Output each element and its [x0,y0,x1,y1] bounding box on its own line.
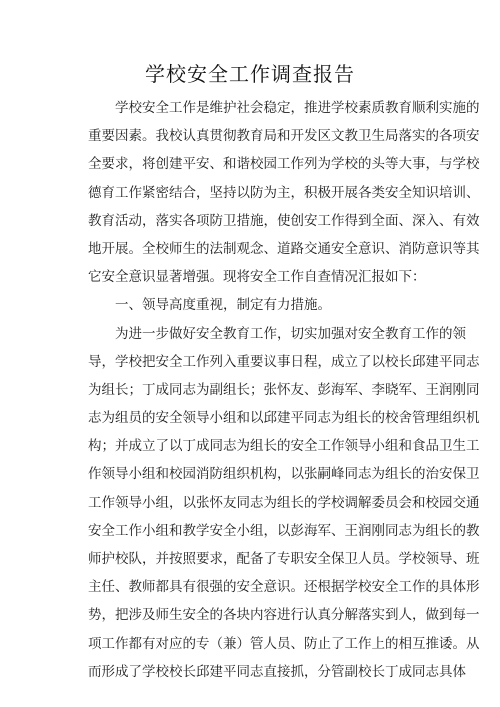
paragraph-1-line-7: 它安全意识显著增强。现将安全工作自查情况汇报如下： [88,269,426,286]
paragraph-2-line-10: 主任、教师都具有很强的安全意识。还根据学校安全工作的具体形 [88,579,480,596]
paragraph-2-line-11: 势，把涉及师生安全的各块内容进行认真分解落实到人，做到每一 [88,607,480,624]
document-title: 学校安全工作调查报告 [145,62,355,86]
paragraph-2-line-13: 而形成了学校校长邱建平同志直接抓，分管副校长丁成同志具体 [88,663,466,680]
paragraph-2-line-3: 为组长；丁成同志为副组长；张怀友、彭海军、李晓军、王润刚同 [88,381,480,398]
document-body [88,94,480,686]
paragraph-2-line-9: 师护校队，并按照要求，配备了专职安全保卫人员。学校领导、班 [88,551,480,567]
paragraph-2-line-4: 志为组员的安全领导小组和以邱建平同志为组长的校舍管理组织机 [88,410,480,427]
paragraph-2-line-12: 项工作都有对应的专（兼）管人员、防止了工作上的相互推诿。从 [88,635,480,652]
paragraph-1-line-4: 德育工作紧密结合，坚持以防为主，积极开展各类安全知识培训、 [88,184,480,201]
paragraph-2-line-7: 工作领导小组，以张怀友同志为组长的学校调解委员会和校园交通 [88,494,480,511]
paragraph-2-line-8: 安全工作小组和教学安全小组，以彭海军、王润刚同志为组长的教 [88,522,480,539]
paragraph-1-line-2: 重要因素。我校认真贯彻教育局和开发区文教卫生局落实的各项安 [88,128,480,145]
paragraph-1-line-5: 教育活动，落实各项防卫措施，使创安工作得到全面、深入、有效 [88,212,480,229]
paragraph-1-line-3: 全要求，将创建平安、和谐校园工作列为学校的头等大事，与学校 [88,156,480,173]
paragraph-2-line-6: 作领导小组和校园消防组织机构，以张嗣峰同志为组长的治安保卫 [88,466,480,483]
paragraph-2-line-5: 构；并成立了以丁成同志为组长的安全工作领导小组和食品卫生工 [88,438,480,455]
paragraph-1-line-1: 学校安全工作是维护社会稳定，推进学校素质教育顺利实施的 [115,100,480,116]
paragraph-2-line-2: 导，学校把安全工作列入重要议事日程，成立了以校长邱建平同志 [88,353,480,370]
paragraph-2-line-1: 为进一步做好安全教育工作，切实加强对安全教育工作的领 [115,325,466,342]
paragraph-1-line-6: 地开展。全校师生的法制观念、道路交通安全意识、消防意识等其 [88,240,480,257]
section-heading-1: 一、领导高度重视，制定有力措施。 [115,297,331,314]
